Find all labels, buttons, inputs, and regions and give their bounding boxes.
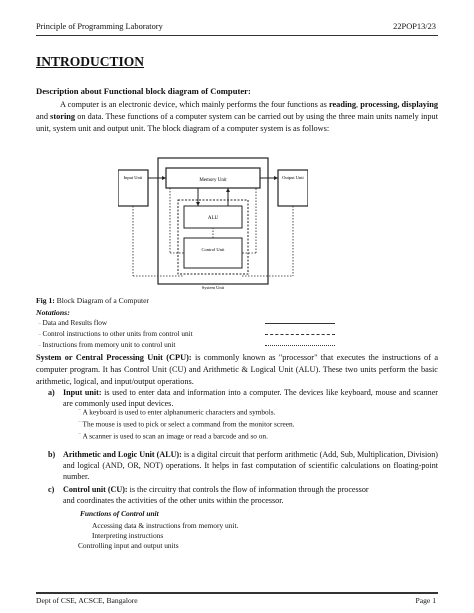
item-text: Control unit (CU): is the circuitry that controls the flow of information through the processor and coordinates the activities of the other units within the processor. bbox=[63, 485, 369, 505]
header-course-title: Principle of Programming Laboratory bbox=[36, 22, 163, 31]
control-unit-item bbox=[36, 484, 438, 508]
section-heading: Description about Functional block diagram of Computer: bbox=[36, 86, 251, 96]
notation-dashed-line bbox=[265, 334, 335, 335]
notation-item: – Instructions from memory unit to control unit bbox=[38, 340, 176, 349]
notation-dotted-line bbox=[265, 345, 335, 346]
intro-paragraph: A computer is an electronic device, which mainly performs the four functions as reading, processing, displaying and storing on data. These functions of a computer system can be carried out by using the three main units namely input unit, system unit and output unit. The block diagram of a computer system is as follows: bbox=[36, 100, 438, 133]
list-item: Accessing data & instructions from memory unit. bbox=[92, 521, 239, 530]
system-unit-box bbox=[158, 158, 268, 284]
item-text: Arithmetic and Logic Unit (ALU): is a digital circuit that perform arithmetic (Add, Sub, Multiplication, Division) and logical (AND, OR, NOT) operations. It helps in fast computation of scientific calculations on floating-point number. bbox=[63, 450, 438, 481]
header-rule bbox=[36, 35, 438, 36]
control-unit-box bbox=[184, 238, 242, 268]
list-item: Controlling input and output units bbox=[78, 541, 179, 550]
page-number: Page 1 bbox=[415, 596, 436, 605]
figure-caption: Fig 1: Block Diagram of a Computer bbox=[36, 296, 150, 305]
list-item: – A keyboard is used to enter alphanumeric characters and symbols. bbox=[78, 407, 276, 417]
item-label: c) bbox=[48, 485, 55, 494]
cpu-paragraph: System or Central Processing Unit (CPU): is commonly known as "processor" that executes the instructions of a computer program. It has Control Unit (CU) and Arithmetic & Logical Unit (ALU). These two units perform the basic arithmetic, logical, and input/output operations. bbox=[36, 353, 438, 386]
output-unit-label: Output Unit bbox=[282, 175, 304, 180]
alu-item bbox=[36, 449, 438, 483]
notation-item: – Control instructions to other units from control unit bbox=[38, 329, 193, 338]
functions-heading: Functions of Control unit bbox=[80, 509, 159, 518]
footer-department: Dept of CSE, ACSCE, Bangalore bbox=[36, 596, 138, 605]
notation-solid-line bbox=[265, 323, 335, 324]
block-diagram bbox=[118, 156, 308, 292]
control-unit-label: Control Unit bbox=[201, 247, 225, 252]
notations-heading: Notations: bbox=[36, 308, 70, 317]
item-label: b) bbox=[48, 450, 56, 459]
footer-rule bbox=[36, 592, 438, 594]
notation-item: – Data and Results flow bbox=[38, 318, 108, 327]
item-text: Input unit: is used to enter data and information into a computer. The devices like keyboard, mouse and scanner are commonly used input devices. bbox=[63, 388, 439, 408]
header-course-code: 22POP13/23 bbox=[393, 22, 436, 31]
alu-label: ALU bbox=[207, 216, 219, 221]
item-label: a) bbox=[48, 388, 55, 397]
memory-unit-label: Memory Unit bbox=[199, 178, 227, 183]
list-item: – The mouse is used to pick or select a command from the monitor screen. bbox=[78, 419, 295, 429]
list-item: – A scanner is used to scan an image or read a barcode and so on. bbox=[78, 431, 268, 441]
list-item: Interpreting instructions bbox=[92, 531, 164, 540]
page-title: INTRODUCTION bbox=[36, 54, 145, 69]
system-unit-label: System Unit bbox=[201, 285, 225, 290]
input-unit-label: Input Unit bbox=[123, 175, 143, 180]
